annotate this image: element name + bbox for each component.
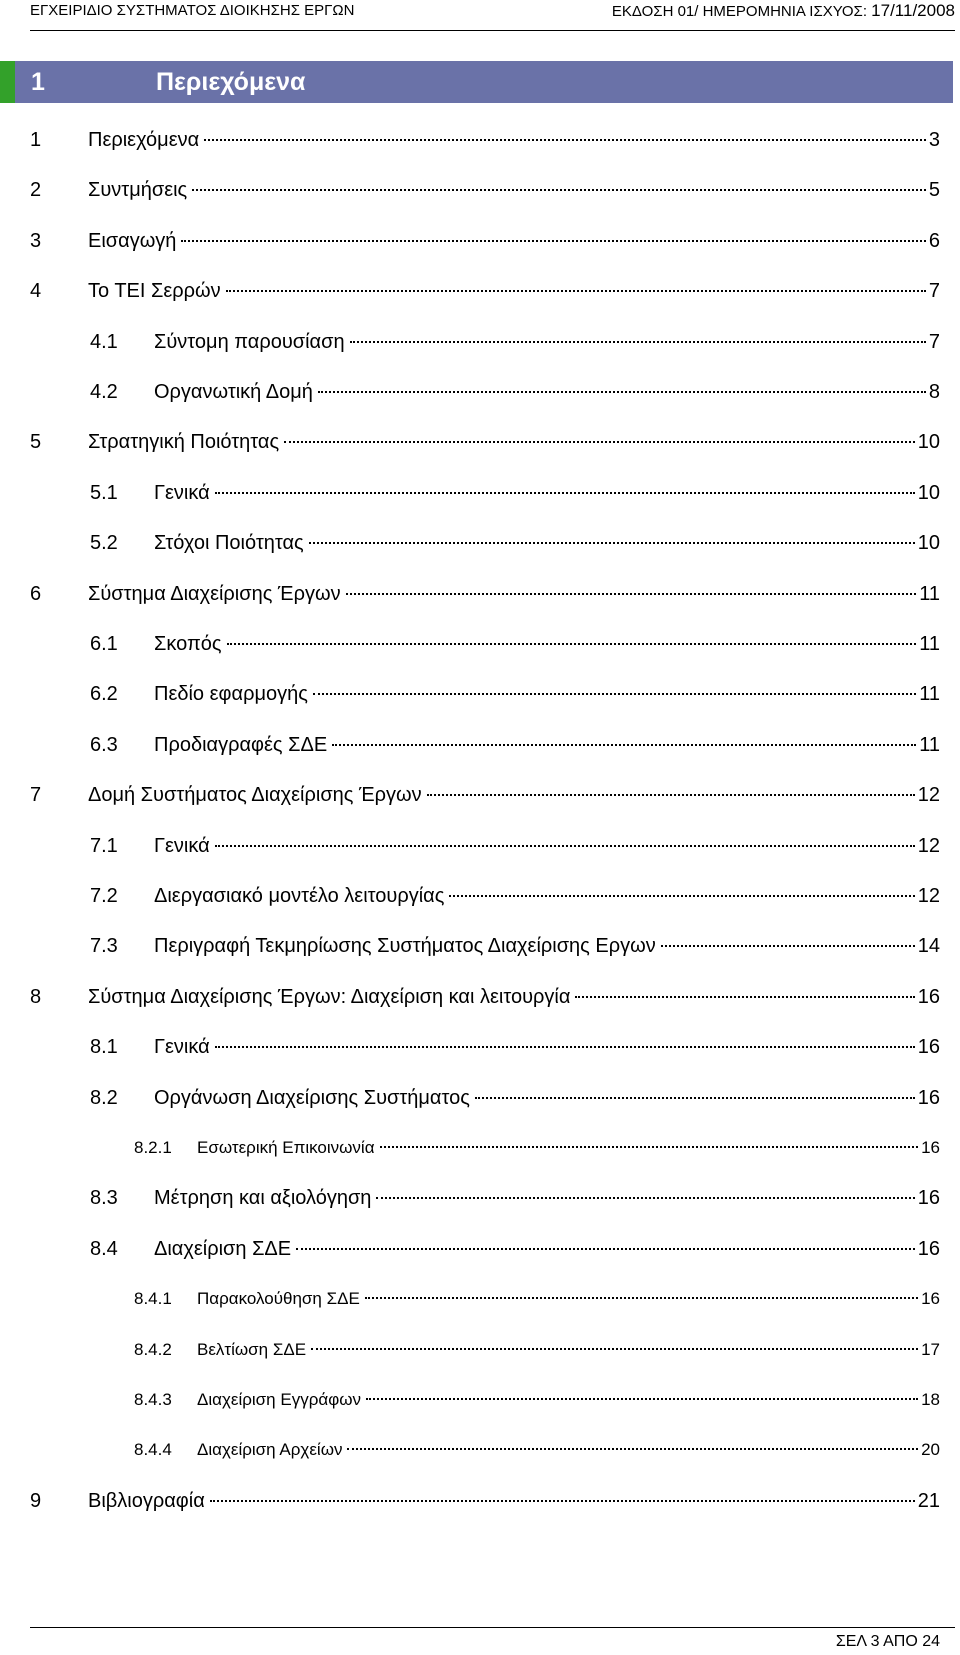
- dot-leader: [346, 593, 917, 595]
- toc-entry-title: Σύστημα Διαχείρισης Έργων: Διαχείριση και λειτουργία: [88, 985, 571, 1008]
- dot-leader: [350, 341, 926, 343]
- toc-entry[interactable]: [30, 579, 940, 609]
- toc-entry-page: 16: [921, 1289, 940, 1309]
- toc-entry-number: 8.4.3: [134, 1390, 172, 1409]
- page-number: ΣΕΛ 3 ΑΠΟ 24: [835, 1633, 940, 1650]
- toc-entry-title: Δομή Συστήματος Διαχείρισης Έργων: [88, 784, 422, 807]
- dot-leader: [366, 1398, 918, 1400]
- toc-entry-title: Περιεχόμενα: [88, 129, 200, 151]
- toc-entry-page: 7: [928, 330, 940, 353]
- toc-entry-number: 8.4.4: [134, 1440, 172, 1460]
- version-label: ΕΚΔΟΣΗ 01/ ΗΜΕΡΟΜΗΝΙΑ ΙΣΧΥΟΣ:: [611, 3, 867, 20]
- toc-entry-title: Προδιαγραφές ΣΔΕ: [154, 733, 328, 756]
- toc-entry[interactable]: [30, 226, 940, 256]
- dot-leader: [575, 996, 914, 998]
- toc-entry-number: 8.4.2: [134, 1339, 172, 1359]
- chapter-number: 1: [31, 68, 45, 96]
- toc-entry-page: 16: [917, 1036, 940, 1059]
- toc-entry[interactable]: [90, 377, 940, 407]
- toc-entry[interactable]: [90, 730, 940, 760]
- toc-entry-page: 8: [928, 381, 940, 403]
- toc-entry-number: 8.3: [90, 1187, 118, 1210]
- toc-entry-page: 12: [917, 885, 940, 907]
- validity-date: 17/11/2008: [871, 1, 955, 20]
- toc-entry[interactable]: [134, 1335, 940, 1365]
- dot-leader: [427, 794, 915, 796]
- dot-leader: [313, 693, 916, 695]
- toc-entry-title: Σύστημα Διαχείρισης Έργων: [88, 582, 341, 605]
- toc-entry[interactable]: [90, 629, 940, 659]
- dot-leader: [210, 1500, 915, 1502]
- chapter-title: Περιεχόμενα: [156, 68, 306, 96]
- toc-entry[interactable]: [30, 175, 940, 205]
- dot-leader: [227, 643, 917, 645]
- toc-entry[interactable]: [90, 931, 940, 961]
- toc-entry[interactable]: [134, 1385, 940, 1415]
- toc-entry[interactable]: [30, 780, 940, 810]
- dot-leader: [376, 1197, 914, 1199]
- toc-entry-number: 6.3: [90, 733, 118, 756]
- toc-entry-page: 17: [921, 1339, 940, 1359]
- toc-entry-title: Διαχείριση ΣΔΕ: [154, 1237, 292, 1260]
- toc-entry-title: Το ΤΕΙ Σερρών: [88, 280, 221, 303]
- toc-entry-page: 11: [919, 582, 940, 605]
- toc-entry-title: Βιβλιογραφία: [88, 1489, 205, 1512]
- dot-leader: [296, 1248, 915, 1250]
- toc-entry-title: Διαχείριση Αρχείων: [197, 1440, 343, 1460]
- toc-entry-number: 6.1: [90, 633, 118, 655]
- toc-entry[interactable]: [30, 125, 940, 155]
- toc-entry-number: 8.1: [90, 1036, 118, 1059]
- toc-entry-title: Περιγραφή Τεκμηρίωσης Συστήματος Διαχείρισης Εργων: [154, 935, 656, 958]
- toc-entry[interactable]: [134, 1435, 940, 1465]
- toc-entry-page: 5: [928, 179, 940, 202]
- toc-entry-title: Οργανωτική Δομή: [154, 381, 313, 403]
- toc-entry-title: Γενικά: [154, 1036, 210, 1059]
- toc-entry-page: 16: [917, 1237, 940, 1260]
- dot-leader: [332, 744, 916, 746]
- toc-entry-page: 11: [919, 683, 940, 706]
- toc-entry-number: 7: [30, 784, 42, 807]
- toc-entry[interactable]: [30, 427, 940, 457]
- toc-entry-number: 4.2: [90, 381, 118, 403]
- document-title: ΕΓΧΕΙΡΙΔΙΟ ΣΥΣΤΗΜΑΤΟΣ ΔΙΟΙΚΗΣΗΣ ΕΡΓΩΝ: [30, 2, 355, 19]
- toc-entry-page: 16: [917, 985, 940, 1008]
- dot-leader: [284, 441, 915, 443]
- dot-leader: [661, 945, 915, 947]
- toc-entry-page: 21: [917, 1489, 940, 1512]
- toc-entry-page: 6: [928, 229, 940, 252]
- toc-entry[interactable]: [90, 528, 940, 558]
- toc-entry-number: 6: [30, 582, 42, 605]
- toc-entry-title: Γενικά: [154, 481, 210, 504]
- toc-entry[interactable]: [30, 1486, 940, 1516]
- toc-entry-number: 7.1: [90, 834, 118, 857]
- toc-entry-number: 9: [30, 1489, 42, 1512]
- dot-leader: [181, 240, 925, 242]
- toc-entry-page: 20: [921, 1440, 940, 1460]
- toc-entry-page: 3: [928, 129, 940, 151]
- toc-entry-number: 8: [30, 985, 42, 1008]
- dot-leader: [311, 1348, 918, 1350]
- toc-entry-number: 5.1: [90, 481, 118, 504]
- toc-entry[interactable]: [90, 881, 940, 911]
- dot-leader: [215, 845, 915, 847]
- toc-entry-page: 18: [921, 1390, 940, 1409]
- dot-leader: [226, 290, 926, 292]
- toc-entry-number: 1: [30, 129, 42, 151]
- toc-entry-title: Μέτρηση και αξιολόγηση: [154, 1187, 372, 1210]
- dot-leader: [215, 1046, 915, 1048]
- toc-entry[interactable]: [90, 1083, 940, 1113]
- toc-entry-number: 6.2: [90, 683, 118, 706]
- dot-leader: [380, 1146, 919, 1148]
- toc-entry[interactable]: [90, 1183, 940, 1213]
- toc-entry-page: 16: [917, 1086, 940, 1109]
- toc-entry-number: 4: [30, 280, 42, 303]
- toc-entry[interactable]: [134, 1284, 940, 1314]
- toc-entry-number: 8.4: [90, 1237, 118, 1260]
- toc-entry[interactable]: [90, 1234, 940, 1264]
- dot-leader: [365, 1297, 918, 1299]
- toc-entry-number: 8.4.1: [134, 1289, 172, 1309]
- toc-entry-page: 11: [919, 733, 940, 756]
- toc-entry-title: Σκοπός: [154, 633, 222, 655]
- toc-entry[interactable]: [90, 327, 940, 357]
- toc-entry-page: 10: [917, 431, 940, 454]
- toc-entry[interactable]: [90, 1032, 940, 1062]
- toc-entry-number: 5.2: [90, 532, 118, 555]
- toc-entry-title: Συντμήσεις: [88, 179, 188, 202]
- dot-leader: [347, 1448, 918, 1450]
- toc-entry-page: 16: [921, 1138, 940, 1157]
- toc-entry-title: Στρατηγική Ποιότητας: [88, 431, 280, 454]
- dot-leader: [449, 895, 914, 897]
- toc-entry-title: Στόχοι Ποιότητας: [154, 532, 304, 555]
- dot-leader: [475, 1097, 915, 1099]
- toc-entry[interactable]: [90, 478, 940, 508]
- toc-entry-number: 8.2: [90, 1086, 118, 1109]
- toc-entry[interactable]: [30, 276, 940, 306]
- toc-entry-number: 5: [30, 431, 42, 454]
- toc-entry-number: 2: [30, 179, 42, 202]
- toc-entry-number: 4.1: [90, 330, 118, 353]
- toc-entry-page: 16: [917, 1187, 940, 1210]
- toc-entry-number: 7.3: [90, 935, 118, 958]
- toc-entry-title: Εισαγωγή: [88, 229, 177, 252]
- toc-entry[interactable]: [134, 1133, 940, 1163]
- toc-entry-title: Οργάνωση Διαχείρισης Συστήματος: [154, 1086, 470, 1109]
- toc-entry-page: 10: [917, 532, 940, 555]
- toc-entry-page: 7: [928, 280, 940, 303]
- toc-entry-title: Διαχείριση Εγγράφων: [197, 1390, 361, 1409]
- toc-entry-title: Γενικά: [154, 834, 210, 857]
- toc-entry-title: Εσωτερική Επικοινωνία: [197, 1138, 375, 1157]
- toc-entry[interactable]: [90, 831, 940, 861]
- toc-entry-number: 3: [30, 229, 42, 252]
- dot-leader: [318, 391, 926, 393]
- dot-leader: [204, 139, 926, 141]
- dot-leader: [215, 492, 915, 494]
- toc-entry-title: Βελτίωση ΣΔΕ: [197, 1339, 307, 1359]
- toc-entry-page: 14: [917, 935, 940, 958]
- toc-entry-title: Διεργασιακό μοντέλο λειτουργίας: [154, 885, 445, 907]
- dot-leader: [192, 189, 926, 191]
- toc-entry-number: 8.2.1: [134, 1138, 172, 1157]
- toc-entry-title: Σύντομη παρουσίαση: [154, 330, 345, 353]
- toc-entry-page: 12: [917, 834, 940, 857]
- toc-entry[interactable]: [30, 982, 940, 1012]
- toc-entry-page: 12: [917, 784, 940, 807]
- toc-entry-title: Πεδίο εφαρμογής: [154, 683, 308, 706]
- toc-entry-number: 7.2: [90, 885, 118, 907]
- dot-leader: [309, 542, 915, 544]
- toc-entry[interactable]: [90, 679, 940, 709]
- toc-entry-page: 11: [919, 633, 940, 655]
- toc-entry-title: Παρακολούθηση ΣΔΕ: [197, 1289, 360, 1309]
- footer-divider: [30, 1627, 955, 1628]
- toc-entry-page: 10: [917, 481, 940, 504]
